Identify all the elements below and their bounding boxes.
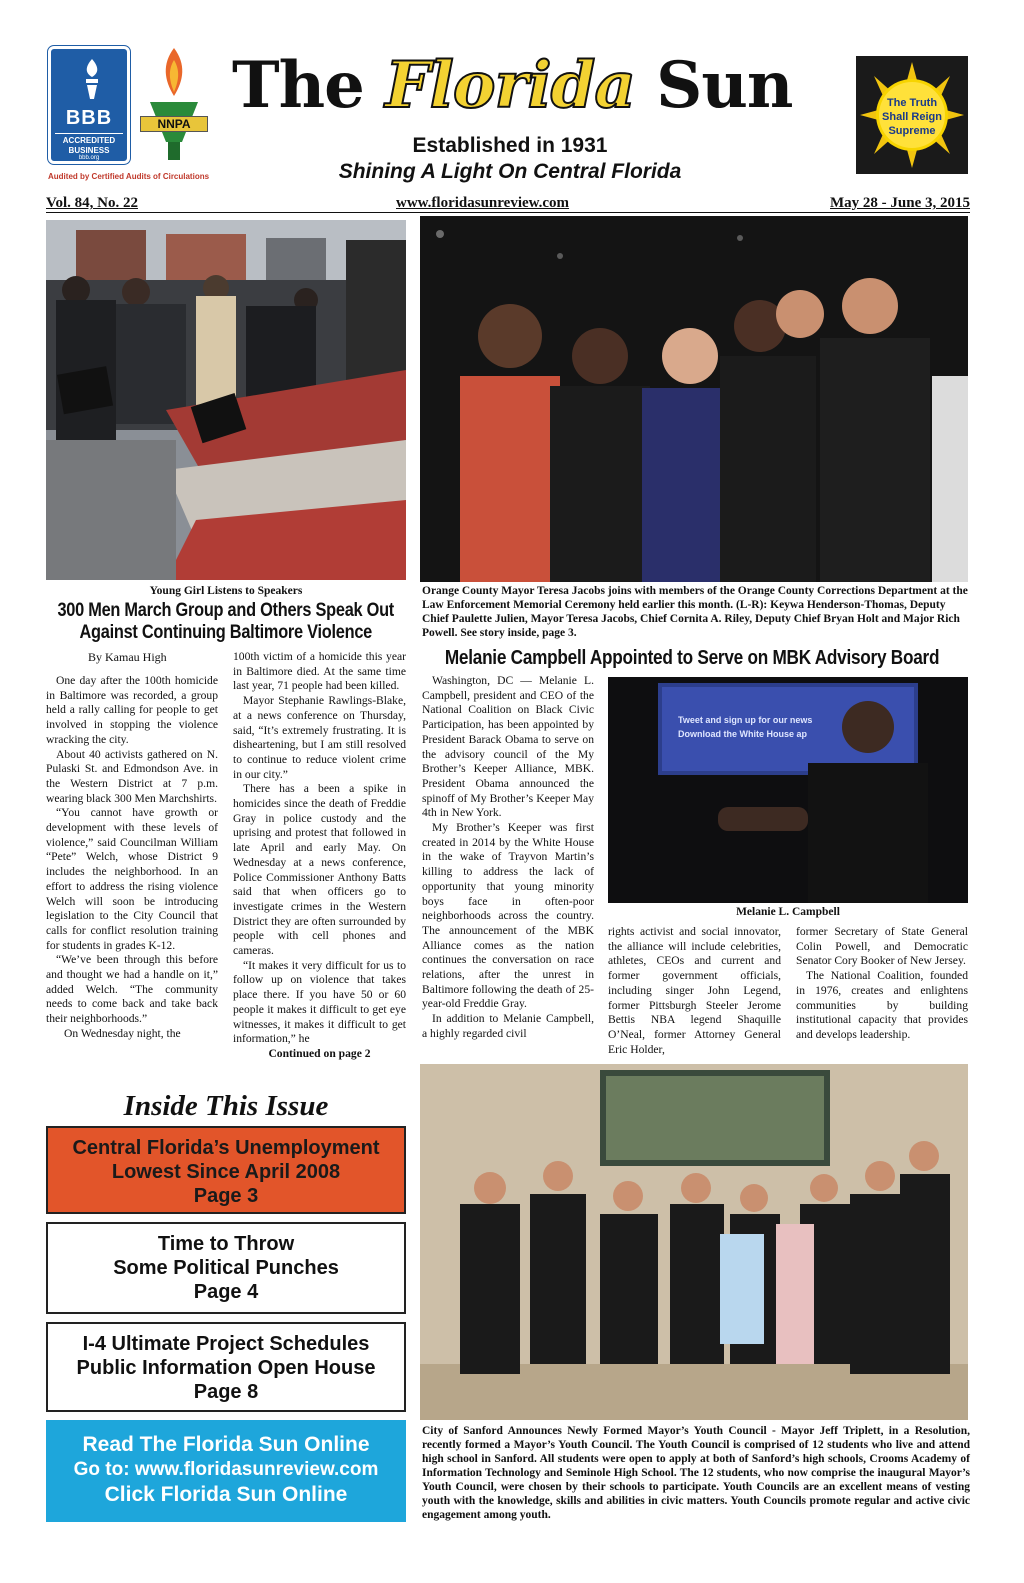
baltimore-column-1 — [46, 674, 218, 1042]
paragraph: rights activist and social innovator, the alliance will include celebrities, athletes, CEOs and current and former government officials, including singer John Legend, former Pittsburgh Steeler Jerome Bettis NBA legend Shaquille O’Neal, former Attorney General Eric Holder, — [608, 925, 781, 1056]
sun-logo-text: The Truth Shall Reign Supreme — [882, 97, 942, 137]
paragraph: The National Coalition, founded in 1976, creates and enlightens communities by building institutional capacity that provides and develops leadership. — [796, 969, 968, 1041]
inside-item-line: Public Information Open House — [76, 1357, 376, 1379]
title-word-the: The — [232, 48, 364, 123]
inside-item-line: Lowest Since April 2008 — [111, 1161, 341, 1183]
melanie-campbell-photo — [608, 677, 968, 903]
baltimore-photo-caption: Young Girl Listens to Speakers — [149, 585, 303, 597]
paragraph: 100th victim of a homicide this year in Baltimore died. At the same time last year, 71 people had been killed. — [233, 650, 406, 693]
orange-county-caption: Orange County Mayor Teresa Jacobs joins with members of the Orange County Corrections Department at the Law Enforcement Memorial Ceremony held earlier this month. (L-R): Keywa Henderson-Thomas, Deputy Chief Paulette Julien, Mayor Teresa Jacobs, Chief Cornita A. Riley, Deputy Chief Bryan Holt and Major Rich Powell. See story inside, page 3. — [422, 585, 968, 639]
mbk-column-1 — [422, 674, 594, 1042]
inside-item-i4-project[interactable] — [46, 1322, 406, 1412]
issue-info-line — [46, 195, 970, 213]
nnpa-logo — [136, 46, 212, 164]
paragraph: There has a been a spike in homicides since the death of Freddie Gray in police custody and the uprising and protest that followed in late April and early May. On Wednesday at a news conference, Police Commissioner Anthony Batts said that when officers go to investigate crimes in the Western District they are often surrounded by people with cell phones and cameras. — [233, 782, 406, 958]
online-line: Click Florida Sun Online — [104, 1483, 348, 1506]
flame-icon — [158, 46, 190, 98]
title-word-florida: Florida — [385, 48, 635, 123]
paragraph: Washington, DC — Melanie L. Campbell, president and CEO of the National Coalition on Black Civic Participation, has been appointed by President Barack Obama to serve on the advisory council of the My Brother’s Keeper Alliance, MBK. President Obama announced the spinoff of My Brother’s Keeper May 4th in New York. — [422, 674, 594, 820]
slogan: Shining A Light On Central Florida — [338, 160, 682, 183]
inside-item-line: Central Florida’s Unemployment — [72, 1137, 380, 1159]
inside-item-unemployment[interactable] — [46, 1126, 406, 1214]
mbk-column-3 — [796, 925, 968, 1043]
inside-item-line: Some Political Punches — [113, 1257, 339, 1279]
melanie-photo-caption: Melanie L. Campbell — [736, 906, 840, 918]
paragraph: My Brother’s Keeper was first created in 2014 by the White House in the wake of Trayvon Martin’s killing to address the lack of opportunity that young minority boys face in often-poor neighborhoods across the country. The announcement of the MBK Alliance comes as the nation continues the conversation on race relations, after the unrest in Baltimore following the death of 25-year-old Freddie Gray. — [422, 821, 594, 1011]
audit-note: Audited by Certified Audits of Circulations — [48, 172, 210, 181]
inside-item-political-punches[interactable] — [46, 1222, 406, 1314]
paragraph: One day after the 100th homicide in Baltimore was recorded, a group held a rally calling for people to get involved in stopping the violence wracking the city. — [46, 674, 218, 746]
baltimore-byline: By Kamau High — [88, 650, 167, 664]
read-online-banner[interactable] — [46, 1420, 406, 1522]
screen-text-1: Tweet and sign up for our news — [678, 715, 813, 725]
torch-icon — [77, 57, 107, 101]
baltimore-headline: 300 Men March Group and Others Speak Out Against Continuing Baltimore Violence — [57, 600, 395, 643]
bbb-url: bbb.org — [78, 155, 100, 161]
mbk-column-2 — [608, 925, 781, 1057]
online-line: Read The Florida Sun Online — [82, 1433, 370, 1456]
online-url[interactable]: Go to: www.floridasunreview.com — [73, 1459, 379, 1480]
screen-text-2: Download the White House ap — [678, 729, 808, 739]
paragraph: About 40 activists gathered on N. Pulaski St. and Edmondson Ave. in the Western District at 7 p.m. wearing black 300 Men Marchshirts. — [46, 747, 218, 805]
paragraph: former Secretary of State General Colin Powell, and Democratic Senator Cory Booker of New Jersey. — [796, 925, 968, 968]
newspaper-title — [232, 48, 793, 128]
sun-logo — [856, 56, 968, 174]
inside-issue-heading: Inside This Issue — [123, 1090, 329, 1122]
paragraph: On Wednesday night, the — [64, 1026, 181, 1040]
bbb-accredited-logo — [48, 46, 130, 164]
issue-dates: May 28 - June 3, 2015 — [830, 195, 970, 211]
paragraph: “It makes it very difficult for us to follow up on violence that takes place there. If you have 50 or 60 people it makes it difficult to get eye witnesses, it makes it difficult to get information,” he — [233, 958, 406, 1046]
established-line: Established in 1931 — [412, 134, 608, 157]
inside-item-line: Time to Throw — [157, 1233, 295, 1255]
website-link[interactable]: www.floridasunreview.com — [396, 195, 570, 211]
inside-item-page: Page 8 — [193, 1381, 259, 1403]
title-word-sun: Sun — [656, 48, 793, 123]
inside-item-page: Page 3 — [193, 1185, 259, 1207]
paragraph: In addition to Melanie Campbell, a highly regarded civil — [422, 1012, 594, 1040]
inside-item-line: I-4 Ultimate Project Schedules — [82, 1333, 370, 1355]
bbb-sub-label: ACCREDITED BUSINESS — [55, 133, 123, 156]
continued-note: Continued on page 2 — [268, 1046, 371, 1060]
youth-council-caption: City of Sanford Announces Newly Formed Mayor’s Youth Council - Mayor Jeff Triplett, in a Resolution, recently formed a Mayor’s Youth Council. The Youth Council is comprised of 12 students who live and attend high school in Sanford. All students were open to apply at both of Sanford’s high schools, Crooms Academy of Information Technology and Seminole High School. The 12 students, who now comprise the inaugural Mayor’s Youth Council, were chosen by their schools to participate. Youth Councils are an excellent means of vesting youth with the knowledge, skills and abilities in civic matters. Youth Councils promote regular and active civic engagement among youth. — [422, 1425, 970, 1521]
paragraph: “We’ve been through this before and thought we had a handle on it,” added Welch. “The community needs to come back and take back their neighborhoods.” — [46, 953, 218, 1026]
baltimore-column-2 — [233, 650, 406, 1062]
bbb-label: BBB — [65, 107, 113, 129]
youth-council-photo — [420, 1064, 968, 1420]
orange-county-memorial-photo — [420, 216, 968, 582]
paragraph: “You cannot have growth or development with these levels of violence,” said Councilman William “Pete” Welch, whose District 9 includes the neighborhood. In an effort to address the rising violence Welch will soon be introducing legislation to the City Council that calls for conflict resolution training for students in grades K-12. — [46, 806, 218, 952]
nnpa-label: NNPA — [140, 116, 208, 132]
paragraph: Mayor Stephanie Rawlings-Blake, at a news conference on Thursday, said, “It’s extremely frustrating. It is disheartening, but I am still resolved to continue to reduce violent crime in our city.” — [233, 694, 406, 781]
volume-number: Vol. 84, No. 22 — [46, 195, 138, 211]
baltimore-rally-photo — [46, 220, 406, 580]
mbk-headline: Melanie Campbell Appointed to Serve on MBK Advisory Board — [444, 647, 940, 669]
inside-item-page: Page 4 — [193, 1281, 259, 1303]
